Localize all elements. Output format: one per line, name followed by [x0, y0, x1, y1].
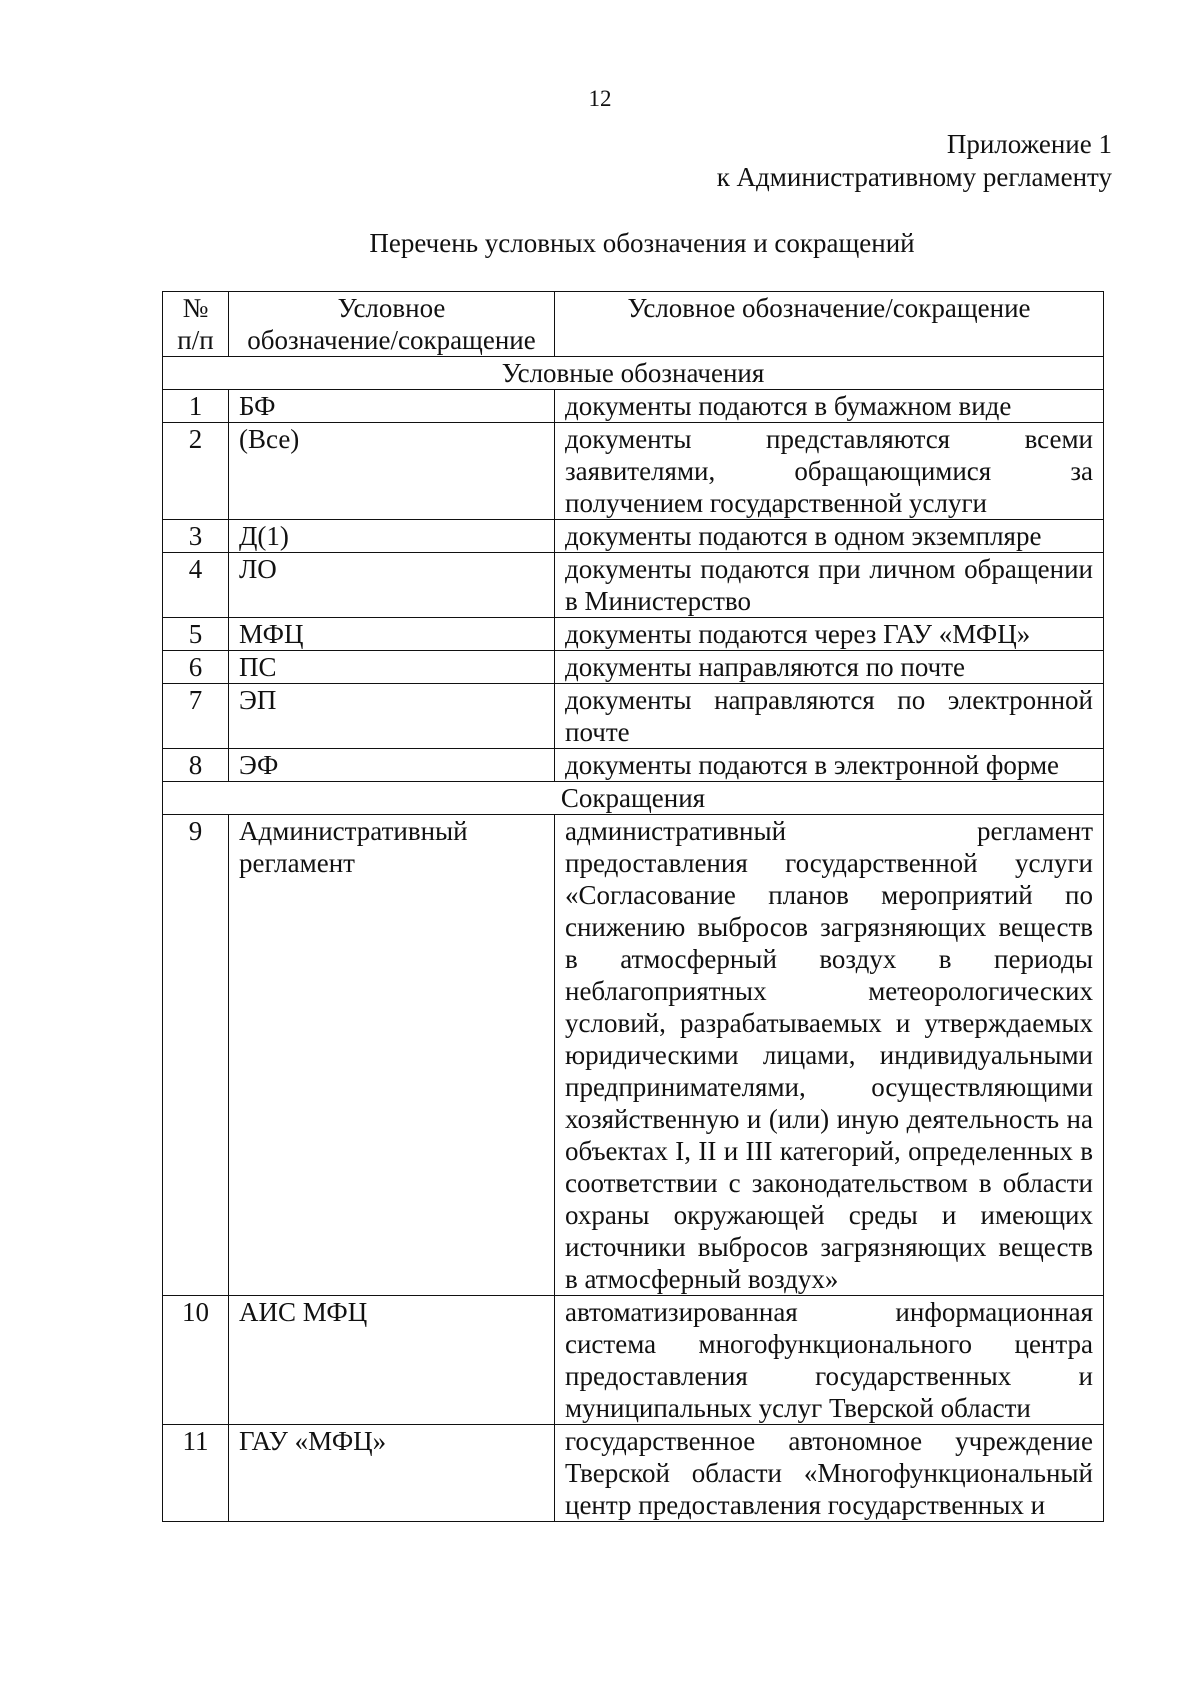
header-abbreviation-line-2: обозначение/сокращение: [247, 325, 536, 355]
table-row: [163, 815, 1104, 1296]
header-number-line-1: №: [182, 293, 209, 323]
table-row: [163, 684, 1104, 749]
row-abbreviation: ЭП: [229, 684, 555, 749]
row-description: документы подаются в электронной форме: [555, 749, 1104, 782]
row-description: документы направляются по электронной почте: [555, 684, 1104, 749]
row-description: документы направляются по почте: [555, 651, 1104, 684]
row-description: документы подаются в одном экземпляре: [555, 520, 1104, 553]
row-description: документы представляются всеми заявителями, обращающимися за получением государственной услуги: [555, 423, 1104, 520]
row-description: автоматизированная информационная система многофункционального центра предоставления государственных и муниципальных услуг Тверской области: [555, 1296, 1104, 1425]
row-description: документы подаются через ГАУ «МФЦ»: [555, 618, 1104, 651]
row-abbreviation: БФ: [229, 390, 555, 423]
row-number: 3: [163, 520, 229, 553]
table-row: [163, 520, 1104, 553]
row-number: 8: [163, 749, 229, 782]
row-number: 5: [163, 618, 229, 651]
document-title: Перечень условных обозначения и сокращений: [369, 228, 915, 258]
row-abbreviation: ГАУ «МФЦ»: [229, 1425, 555, 1522]
row-number: 11: [163, 1425, 229, 1522]
row-abbreviation: Д(1): [229, 520, 555, 553]
section-row: [163, 357, 1104, 390]
section-heading-symbols: Условные обозначения: [163, 357, 1104, 390]
row-abbreviation: АИС МФЦ: [229, 1296, 555, 1425]
row-description: документы подаются при личном обращении в Министерство: [555, 553, 1104, 618]
header-number-line-2: п/п: [177, 325, 214, 355]
table-row: [163, 390, 1104, 423]
table-header-row: [163, 292, 1104, 357]
header-abbreviation-line-1: Условное: [337, 293, 446, 323]
row-number: 4: [163, 553, 229, 618]
row-number: 9: [163, 815, 229, 1296]
row-number: 10: [163, 1296, 229, 1425]
table-row: [163, 651, 1104, 684]
table-row: [163, 1425, 1104, 1522]
row-description: документы подаются в бумажном виде: [555, 390, 1104, 423]
row-abbreviation: МФЦ: [229, 618, 555, 651]
row-description: государственное автономное учреждение Тверской области «Многофункциональный центр предоставления государственных и: [555, 1425, 1104, 1522]
header-number: [163, 292, 229, 357]
table-row: [163, 553, 1104, 618]
section-heading-abbreviations: Сокращения: [163, 782, 1104, 815]
row-number: 1: [163, 390, 229, 423]
table-row: [163, 1296, 1104, 1425]
row-abbreviation: ЭФ: [229, 749, 555, 782]
row-number: 2: [163, 423, 229, 520]
header-description: Условное обозначение/сокращение: [555, 292, 1104, 357]
appendix-note: [717, 128, 1112, 194]
row-number: 6: [163, 651, 229, 684]
table-row: [163, 618, 1104, 651]
table-row: [163, 749, 1104, 782]
header-abbreviation: [229, 292, 555, 357]
appendix-line-2: к Административному регламенту: [716, 162, 1112, 192]
page-number: 12: [588, 86, 612, 111]
row-number: 7: [163, 684, 229, 749]
row-abbreviation: Административный регламент: [229, 815, 555, 1296]
row-abbreviation: ПС: [229, 651, 555, 684]
abbreviations-table: [162, 291, 1104, 1522]
row-abbreviation: ЛО: [229, 553, 555, 618]
row-description: административный регламент предоставления государственной услуги «Согласование планов мероприятий по снижению выбросов загрязняющих веществ в атмосферный воздух в периоды неблагоприятных метеорологических условий, разрабатываемых и утверждаемых юридическими лицами, индивидуальными предпринимателями, осуществляющими хозяйственную и (или) иную деятельность на объектах I, II и III категорий, определенных в соответствии с законодательством в области охраны окружающей среды и имеющих источники выбросов загрязняющих веществ в атмосферный воздух»: [555, 815, 1104, 1296]
row-abbreviation: (Все): [229, 423, 555, 520]
appendix-line-1: Приложение 1: [946, 129, 1112, 159]
section-row: [163, 782, 1104, 815]
table-row: [163, 423, 1104, 520]
